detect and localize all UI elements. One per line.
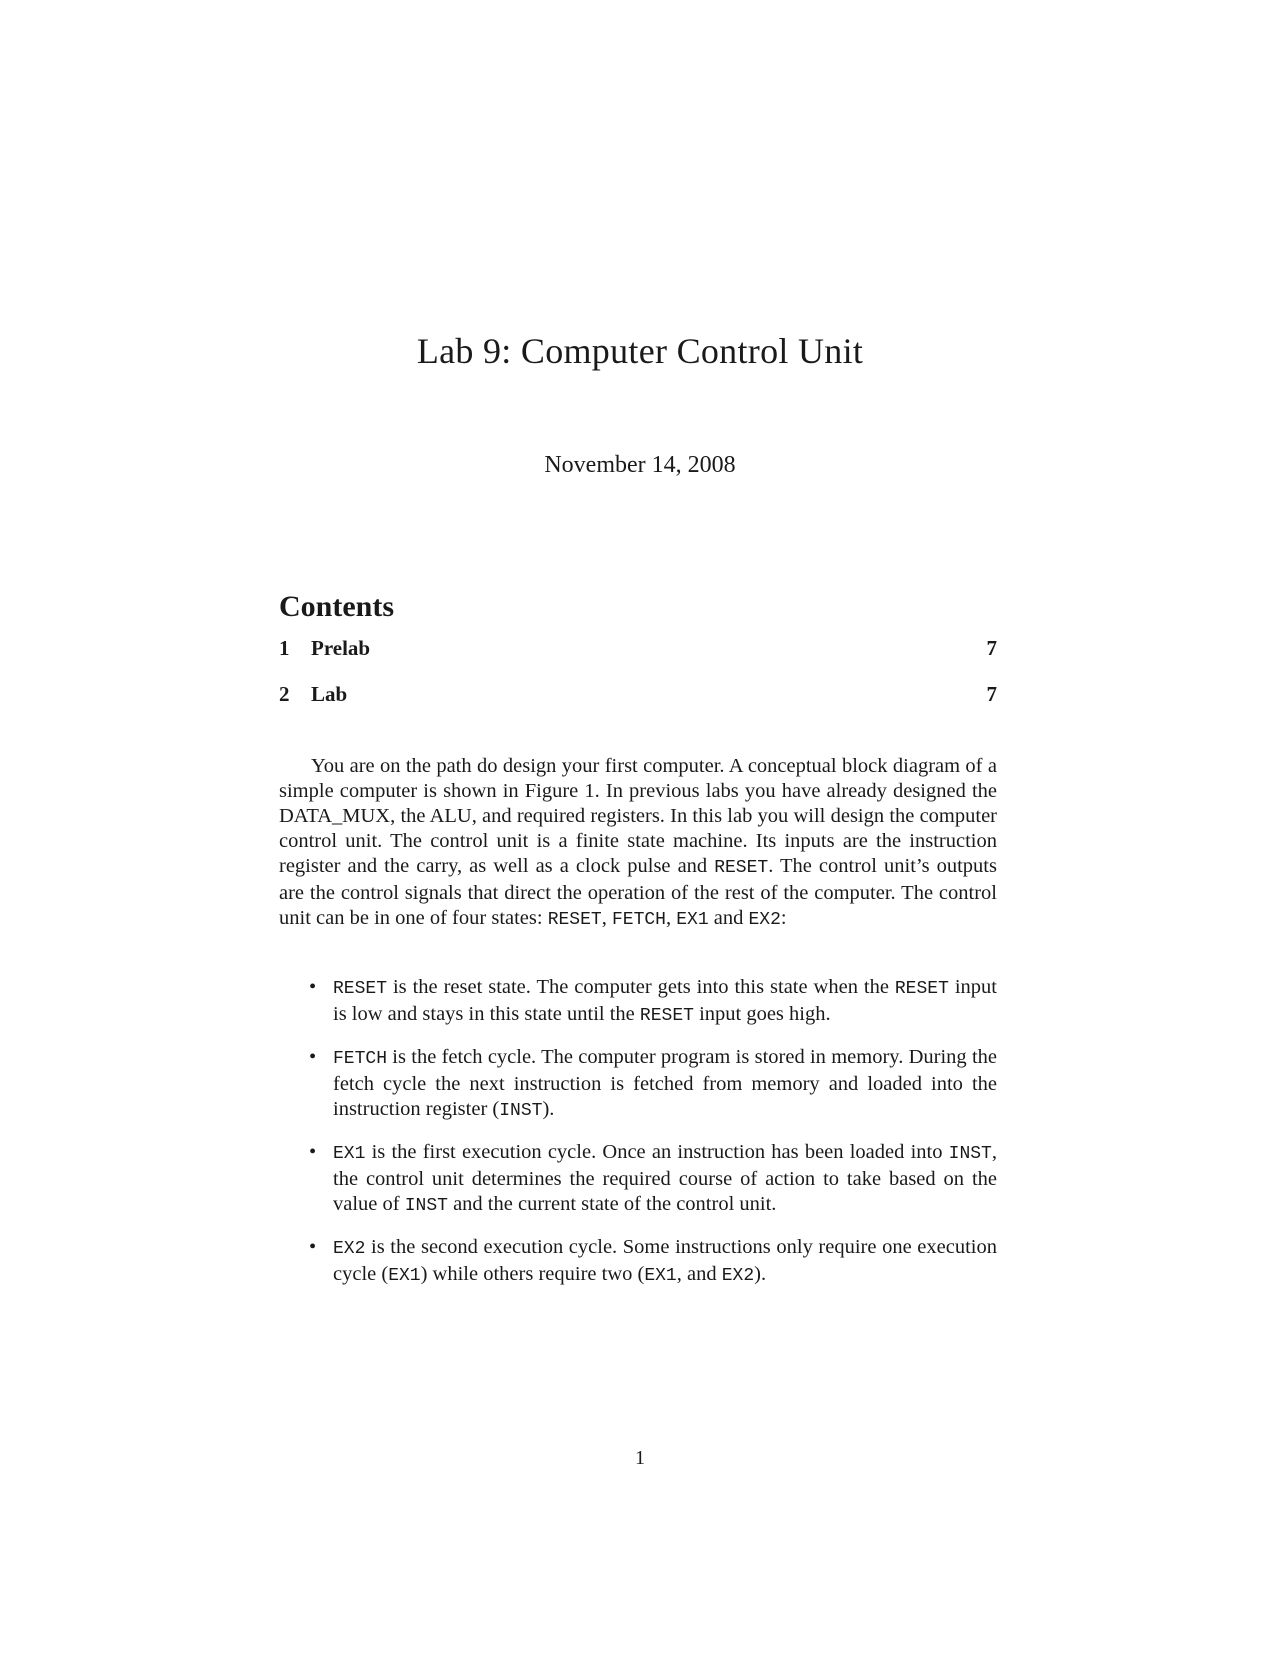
intro-text [279,754,997,933]
bullet-icon: • [309,1141,317,1163]
toc-entry-number: 2 [279,682,290,706]
bullet-text: , the control unit determines the required course of action to take based on the value of [333,1141,997,1215]
toc-entry-label: Lab [311,682,348,706]
list-item-ex2 [309,1235,997,1289]
keyword-reset: RESET [639,1006,694,1026]
list-item-fetch [309,1045,997,1124]
bullet-text: , and [676,1263,722,1285]
list-item-reset [309,975,997,1029]
toc-entry-page: 7 [986,636,997,660]
page-number: 1 [635,1447,645,1469]
separator: , [665,907,677,929]
contents-heading: Contents [279,590,395,623]
keyword-ex2: EX2 [721,1266,755,1286]
keyword-ex1: EX1 [388,1266,421,1286]
toc-entry-page: 7 [986,682,997,706]
bullet-text: is the reset state. The computer gets into this state when the [387,976,895,998]
separator: , [601,907,612,929]
intro-text-part: You are on the path do design your first computer. A conceptual block diagram of a simple computer is shown in Figure 1. In previous labs you have already designed the DATA_MUX, the ALU, and required registers. In this lab you will design the computer control unit. The control unit is a finite state machine. Its inputs are the instruction register and the carry, as well as a clock pulse and [279,755,997,877]
keyword-fetch: FETCH [333,1049,388,1069]
keyword-reset: RESET [714,858,769,878]
keyword-ex2: EX2 [333,1239,366,1259]
bullet-text: ) while others require two ( [420,1263,645,1285]
toc-entry-label: Prelab [311,636,371,660]
toc-entry-number: 1 [279,636,290,660]
bullet-icon: • [309,976,317,998]
intro-text-end: : [780,907,787,929]
toc-entry-lab[interactable] [279,682,997,710]
intro-text-part: . The control unit’s outputs are the control signals that direct the operation of the rest of the computer. The control unit can be in one of four states: [279,855,997,929]
document-date: November 14, 2008 [544,452,736,478]
keyword-ex1: EX1 [644,1266,677,1286]
keyword-fetch: FETCH [611,910,666,930]
separator: and [708,907,749,929]
bullet-text: input is low and stays in this state until the [333,976,997,1025]
intro-paragraph [279,754,997,933]
keyword-ex1: EX1 [676,910,709,930]
list-item-ex1 [309,1140,997,1219]
keyword-reset: RESET [547,910,602,930]
keyword-reset: RESET [333,979,388,999]
bullet-text: is the first execution cycle. Once an instruction has been loaded into [365,1141,949,1163]
bullet-text: ). [754,1263,767,1285]
state-list [309,975,997,1305]
keyword-inst: INST [499,1101,543,1121]
document-title: Lab 9: Computer Control Unit [416,331,864,371]
bullet-icon: • [309,1236,317,1258]
bullet-text: is the second execution cycle. Some instructions only require one execution cycle ( [333,1236,997,1285]
bullet-icon: • [309,1046,317,1068]
bullet-text: input goes high. [693,1003,831,1025]
keyword-reset: RESET [894,979,949,999]
keyword-ex1: EX1 [333,1144,366,1164]
bullet-text: ). [542,1098,555,1120]
keyword-inst: INST [404,1196,448,1216]
keyword-ex2: EX2 [748,910,781,930]
bullet-text: and the current state of the control unit. [447,1193,777,1215]
toc-entry-prelab[interactable] [279,636,997,664]
bullet-text: is the fetch cycle. The computer program is stored in memory. During the fetch cycle the next instruction is fetched from memory and loaded into the instruction register ( [333,1046,997,1120]
keyword-inst: INST [948,1144,992,1164]
